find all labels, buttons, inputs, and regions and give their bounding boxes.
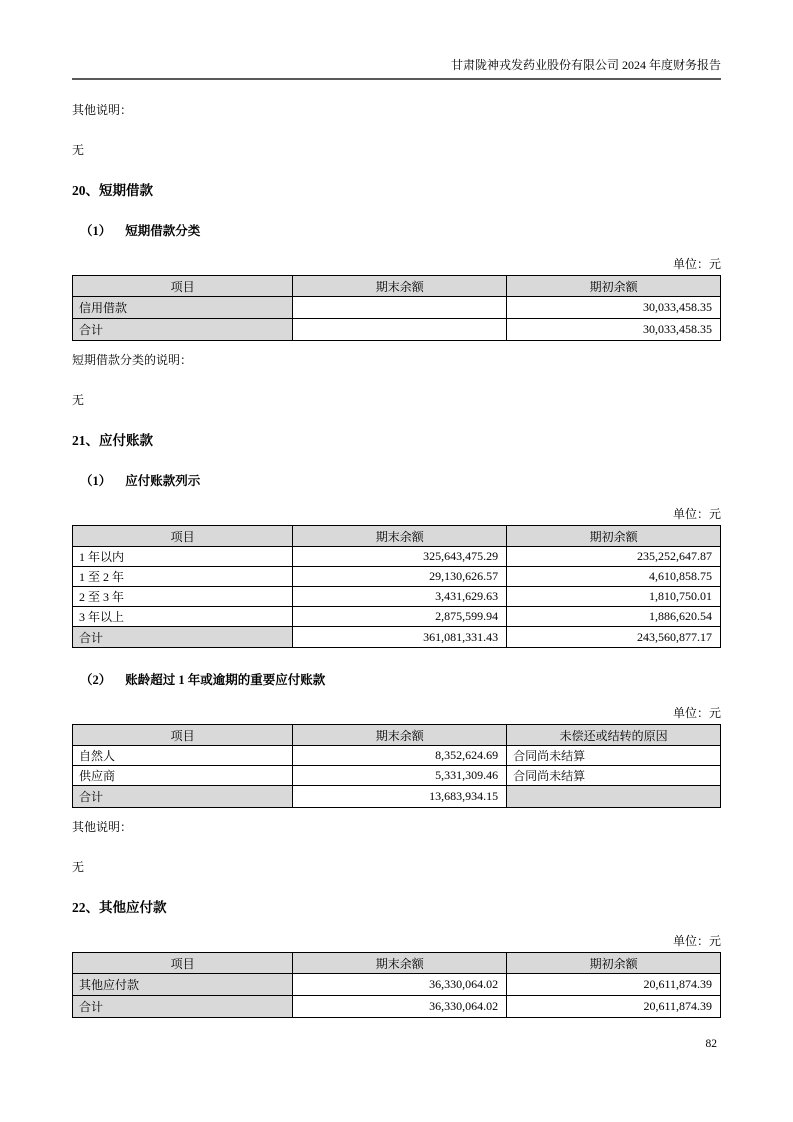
row-beginning-balance: 243,560,877.17 <box>507 627 721 648</box>
row-beginning-balance: 4,610,858.75 <box>507 567 721 587</box>
section-21-sub1-title <box>72 473 721 489</box>
row-ending-balance: 8,352,624.69 <box>293 746 507 766</box>
col-header-beginning-balance: 期初余额 <box>507 526 721 547</box>
subsection-number: （1） <box>80 474 112 488</box>
row-item-within-1-year: 1 年以内 <box>73 547 293 567</box>
overdue-payables-table <box>72 724 721 808</box>
table-total-row <box>73 627 721 648</box>
other-notes-label: 其他说明： <box>72 820 133 834</box>
col-header-item: 项目 <box>73 953 293 974</box>
col-header-ending-balance: 期末余额 <box>293 526 507 547</box>
col-header-beginning-balance: 期初余额 <box>507 953 721 974</box>
table-total-row <box>73 786 721 808</box>
row-beginning-balance: 235,252,647.87 <box>507 547 721 567</box>
subsection-text: 应付账款列示 <box>125 474 201 488</box>
section-20-sub1-title <box>72 223 721 239</box>
row-ending-balance: 325,643,475.29 <box>293 547 507 567</box>
row-item-over-3-years: 3 年以上 <box>73 607 293 627</box>
unit-label: 单位：元 <box>672 257 721 271</box>
row-item-credit-loans: 信用借款 <box>73 297 293 319</box>
other-notes-value: 无 <box>72 860 85 874</box>
unit-label: 单位：元 <box>672 934 721 948</box>
row-beginning-balance: 1,886,620.54 <box>507 607 721 627</box>
row-beginning-balance: 20,611,874.39 <box>507 974 721 996</box>
col-header-ending-balance: 期末余额 <box>293 953 507 974</box>
col-header-item: 项目 <box>73 276 293 297</box>
section-21-sub2-title <box>72 672 721 688</box>
subsection-number: （2） <box>80 673 112 687</box>
row-ending-balance <box>293 319 507 341</box>
table-row <box>73 766 721 786</box>
row-item-supplier: 供应商 <box>73 766 293 786</box>
other-notes-label: 其他说明： <box>72 103 133 117</box>
short-term-loan-note-label: 短期借款分类的说明： <box>72 353 193 367</box>
subsection-number: （1） <box>80 224 112 238</box>
table-row <box>73 587 721 607</box>
table-header-row <box>73 725 721 746</box>
row-beginning-balance: 1,810,750.01 <box>507 587 721 607</box>
table-row <box>73 607 721 627</box>
table-row <box>73 974 721 996</box>
document-header <box>72 0 721 80</box>
table-row <box>73 547 721 567</box>
row-item-total: 合计 <box>73 996 293 1018</box>
unit-label: 单位：元 <box>672 507 721 521</box>
table-row <box>73 297 721 319</box>
row-item-natural-person: 自然人 <box>73 746 293 766</box>
row-ending-balance: 3,431,629.63 <box>293 587 507 607</box>
row-item-2-to-3-years: 2 至 3 年 <box>73 587 293 607</box>
table-header-row <box>73 953 721 974</box>
table-header-row <box>73 276 721 297</box>
row-ending-balance: 5,331,309.46 <box>293 766 507 786</box>
row-ending-balance: 13,683,934.15 <box>293 786 507 808</box>
short-term-loan-note-value: 无 <box>72 393 85 407</box>
row-ending-balance: 2,875,599.94 <box>293 607 507 627</box>
row-item-total: 合计 <box>73 319 293 341</box>
row-item-1-to-2-years: 1 至 2 年 <box>73 567 293 587</box>
row-unpaid-reason: 合同尚未结算 <box>507 746 721 766</box>
row-unpaid-reason: 合同尚未结算 <box>507 766 721 786</box>
table-row <box>73 746 721 766</box>
row-beginning-balance: 20,611,874.39 <box>507 996 721 1018</box>
row-ending-balance: 36,330,064.02 <box>293 996 507 1018</box>
accounts-payable-aging-table <box>72 525 721 648</box>
row-item-total: 合计 <box>73 627 293 648</box>
row-unpaid-reason <box>507 786 721 808</box>
row-ending-balance: 36,330,064.02 <box>293 974 507 996</box>
col-header-item: 项目 <box>73 725 293 746</box>
table-total-row <box>73 996 721 1018</box>
row-item-total: 合计 <box>73 786 293 808</box>
row-ending-balance: 361,081,331.43 <box>293 627 507 648</box>
document-title: 甘肃陇神戎发药业股份有限公司 2024 年度财务报告 <box>450 58 721 72</box>
short-term-loans-table <box>72 275 721 341</box>
row-item-other-payables: 其他应付款 <box>73 974 293 996</box>
section-21-title: 21、应付账款 <box>72 433 153 448</box>
section-22-title: 22、其他应付款 <box>72 900 167 915</box>
other-payables-table <box>72 952 721 1018</box>
unit-label: 单位：元 <box>672 706 721 720</box>
subsection-text: 短期借款分类 <box>125 224 201 238</box>
row-beginning-balance: 30,033,458.35 <box>507 319 721 341</box>
subsection-text: 账龄超过 1 年或逾期的重要应付账款 <box>125 673 326 687</box>
table-total-row <box>73 319 721 341</box>
col-header-unpaid-reason: 未偿还或结转的原因 <box>507 725 721 746</box>
col-header-ending-balance: 期末余额 <box>293 276 507 297</box>
row-beginning-balance: 30,033,458.35 <box>507 297 721 319</box>
other-notes-value: 无 <box>72 143 85 157</box>
col-header-beginning-balance: 期初余额 <box>507 276 721 297</box>
table-header-row <box>73 526 721 547</box>
row-ending-balance: 29,130,626.57 <box>293 567 507 587</box>
table-row <box>73 567 721 587</box>
row-ending-balance <box>293 297 507 319</box>
col-header-ending-balance: 期末余额 <box>293 725 507 746</box>
page-number: 82 <box>705 1038 717 1050</box>
col-header-item: 项目 <box>73 526 293 547</box>
section-20-title: 20、短期借款 <box>72 183 153 198</box>
